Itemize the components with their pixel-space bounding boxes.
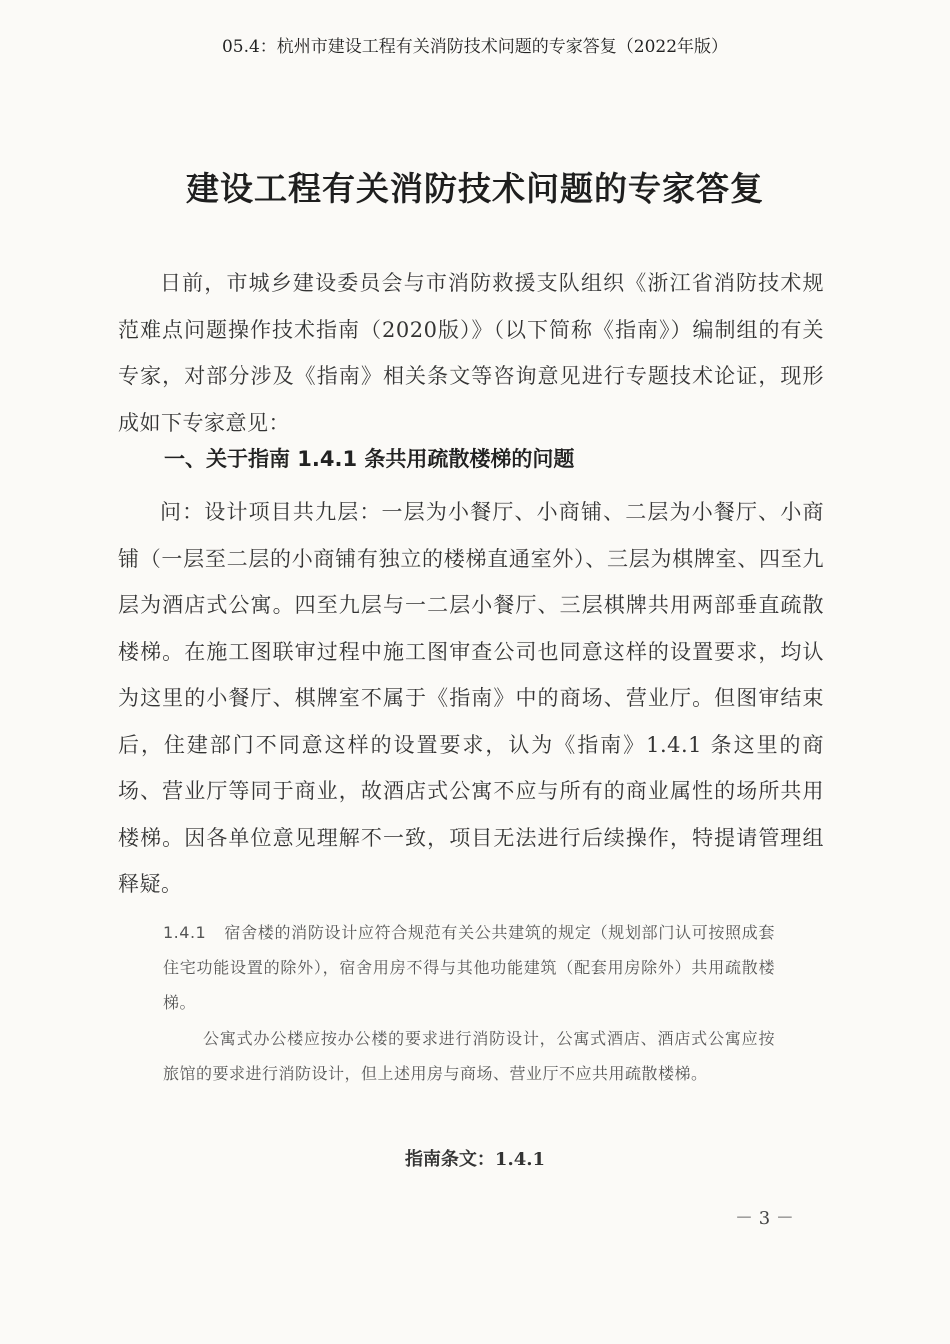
- quoted-clause-paragraph-1: [163, 915, 775, 1020]
- quoted-clause-paragraph-2: 公寓式办公楼应按办公楼的要求进行消防设计，公寓式酒店、酒店式公寓应按旅馆的要求进行消防设计，但上述用房与商场、营业厅不应共用疏散楼梯。: [163, 1029, 775, 1083]
- section-heading: 一、关于指南 1.4.1 条共用疏散楼梯的问题: [164, 447, 575, 471]
- clause-number: 1.4.1: [163, 923, 207, 942]
- clause-text-1: 宿舍楼的消防设计应符合规范有关公共建筑的规定（规划部门认可按照成套住宅功能设置的除外），宿舍用房不得与其他功能建筑（配套用房除外）共用疏散楼梯。: [163, 923, 775, 1012]
- document-title: 建设工程有关消防技术问题的专家答复: [186, 169, 764, 208]
- clause-caption: 指南条文：1.4.1: [404, 1149, 546, 1170]
- page-number: － 3 －: [735, 1208, 794, 1229]
- document-header: 05.4：杭州市建设工程有关消防技术问题的专家答复（2022年版）: [221, 37, 729, 57]
- question-paragraph: 问：设计项目共九层：一层为小餐厅、小商铺、二层为小餐厅、小商铺（一层至二层的小商铺有独立的楼梯直通室外）、三层为棋牌室、四至九层为酒店式公寓。四至九层与一二层小餐厅、三层棋牌共用两部垂直疏散楼梯。在施工图联审过程中施工图审查公司也同意这样的设置要求，均认为这里的小餐厅、棋牌室不属于《指南》中的商场、营业厅。但图审结束后，住建部门不同意这样的设置要求，认为《指南》1.4.1 条这里的商场、营业厅等同于商业，故酒店式公寓不应与所有的商业属性的场所共用楼梯。因各单位意见理解不一致，项目无法进行后续操作，特提请管理组释疑。: [118, 500, 824, 896]
- intro-paragraph: 日前，市城乡建设委员会与市消防救援支队组织《浙江省消防技术规范难点问题操作技术指南（2020版）》（以下简称《指南》）编制组的有关专家，对部分涉及《指南》相关条文等咨询意见进行专题技术论证，现形成如下专家意见：: [118, 271, 824, 435]
